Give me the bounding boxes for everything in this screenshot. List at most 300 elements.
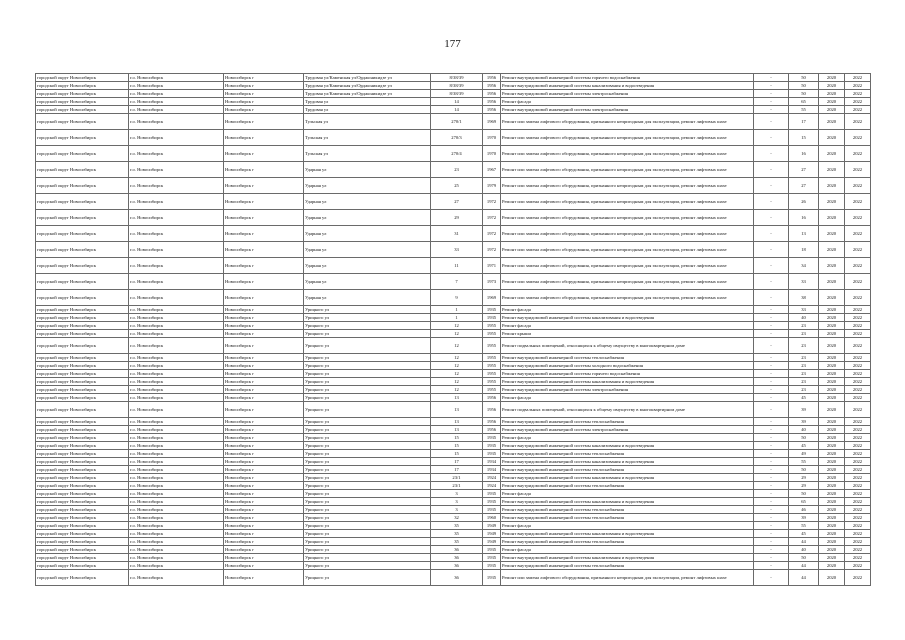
start-year-cell: 2020 <box>819 434 845 442</box>
municipal-unit-cell: г.о. Новосибирск <box>129 106 224 114</box>
municipality-cell: городской округ Новосибирск <box>36 442 129 450</box>
municipal-unit-cell: г.о. Новосибирск <box>129 306 224 314</box>
municipal-unit-cell: г.о. Новосибирск <box>129 482 224 490</box>
year-built-cell: 1935 <box>483 314 501 322</box>
settlement-cell: Новосибирск г <box>224 242 304 258</box>
volume-cell: 44 <box>789 562 819 570</box>
municipality-cell: городской округ Новосибирск <box>36 178 129 194</box>
municipal-unit-cell: г.о. Новосибирск <box>129 514 224 522</box>
settlement-cell: Новосибирск г <box>224 322 304 330</box>
street-cell: Трудовая ул <box>304 98 431 106</box>
table-row <box>36 146 871 162</box>
work-type-cell: Ремонт или замена лифтового оборудования, признанного непригодным для эксплуатации, ремонт лифтовых шахт <box>501 178 754 194</box>
end-year-cell: 2022 <box>845 570 871 586</box>
municipal-unit-cell: г.о. Новосибирск <box>129 538 224 546</box>
street-cell: Урицкого ул <box>304 458 431 466</box>
house-number-cell: 12 <box>431 362 483 370</box>
settlement-cell: Новосибирск г <box>224 290 304 306</box>
year-built-cell: 1969 <box>483 290 501 306</box>
work-type-cell: Ремонт внутридомовой инженерной системы канализования и водоотведения <box>501 82 754 90</box>
work-type-cell: Ремонт внутридомовой инженерной системы горячего водоснабжения <box>501 370 754 378</box>
start-year-cell: 2020 <box>819 194 845 210</box>
table-row <box>36 402 871 418</box>
volume-cell: 50 <box>789 434 819 442</box>
end-year-cell: 2022 <box>845 114 871 130</box>
street-cell: Урицкого ул <box>304 330 431 338</box>
settlement-cell: Новосибирск г <box>224 354 304 362</box>
end-year-cell: 2022 <box>845 106 871 114</box>
work-type-cell: Ремонт внутридомовой инженерной системы канализования и водоотведения <box>501 314 754 322</box>
settlement-cell: Новосибирск г <box>224 450 304 458</box>
municipality-cell: городской округ Новосибирск <box>36 114 129 130</box>
end-year-cell: 2022 <box>845 74 871 82</box>
municipal-unit-cell: г.о. Новосибирск <box>129 90 224 98</box>
volume-cell: 18 <box>789 242 819 258</box>
end-year-cell: 2022 <box>845 322 871 330</box>
table-row <box>36 514 871 522</box>
settlement-cell: Новосибирск г <box>224 538 304 546</box>
dash-cell: - <box>754 210 789 226</box>
end-year-cell: 2022 <box>845 490 871 498</box>
table-row <box>36 530 871 538</box>
start-year-cell: 2020 <box>819 378 845 386</box>
start-year-cell: 2020 <box>819 274 845 290</box>
year-built-cell: 1935 <box>483 506 501 514</box>
table-row <box>36 434 871 442</box>
municipal-unit-cell: г.о. Новосибирск <box>129 114 224 130</box>
street-cell: Урицкого ул <box>304 306 431 314</box>
volume-cell: 34 <box>789 258 819 274</box>
house-number-cell: 33 <box>431 242 483 258</box>
year-built-cell: 1956 <box>483 426 501 434</box>
end-year-cell: 2022 <box>845 146 871 162</box>
municipality-cell: городской округ Новосибирск <box>36 306 129 314</box>
house-number-cell: 36 <box>431 570 483 586</box>
dash-cell: - <box>754 82 789 90</box>
work-type-cell: Ремонт внутридомовой инженерной системы теплоснабжения <box>501 418 754 426</box>
municipality-cell: городской округ Новосибирск <box>36 330 129 338</box>
street-cell: Урицкого ул <box>304 418 431 426</box>
municipal-unit-cell: г.о. Новосибирск <box>129 210 224 226</box>
start-year-cell: 2020 <box>819 74 845 82</box>
municipality-cell: городской округ Новосибирск <box>36 570 129 586</box>
dash-cell: - <box>754 242 789 258</box>
year-built-cell: 1935 <box>483 490 501 498</box>
dash-cell: - <box>754 490 789 498</box>
volume-cell: 38 <box>789 290 819 306</box>
house-number-cell: 17 <box>431 466 483 474</box>
street-cell: Урицкого ул <box>304 442 431 450</box>
street-cell: Урицкого ул <box>304 378 431 386</box>
volume-cell: 45 <box>789 394 819 402</box>
volume-cell: 29 <box>789 482 819 490</box>
work-type-cell: Ремонт или замена лифтового оборудования, признанного непригодным для эксплуатации, ремонт лифтовых шахт <box>501 290 754 306</box>
volume-cell: 46 <box>789 506 819 514</box>
street-cell: Урицкого ул <box>304 322 431 330</box>
work-type-cell: Ремонт или замена лифтового оборудования, признанного непригодным для эксплуатации, ремонт лифтовых шахт <box>501 130 754 146</box>
house-number-cell: 25 <box>431 178 483 194</box>
work-type-cell: Ремонт внутридомовой инженерной системы канализования и водоотведения <box>501 554 754 562</box>
end-year-cell: 2022 <box>845 498 871 506</box>
end-year-cell: 2022 <box>845 402 871 418</box>
municipality-cell: городской округ Новосибирск <box>36 258 129 274</box>
municipal-unit-cell: г.о. Новосибирск <box>129 130 224 146</box>
table-row <box>36 98 871 106</box>
municipality-cell: городской округ Новосибирск <box>36 146 129 162</box>
municipality-cell: городской округ Новосибирск <box>36 450 129 458</box>
settlement-cell: Новосибирск г <box>224 338 304 354</box>
start-year-cell: 2020 <box>819 402 845 418</box>
start-year-cell: 2020 <box>819 226 845 242</box>
end-year-cell: 2022 <box>845 554 871 562</box>
house-number-cell: 13 <box>431 418 483 426</box>
house-number-cell: 27 <box>431 194 483 210</box>
table-row <box>36 354 871 362</box>
start-year-cell: 2020 <box>819 538 845 546</box>
settlement-cell: Новосибирск г <box>224 394 304 402</box>
start-year-cell: 2020 <box>819 306 845 314</box>
dash-cell: - <box>754 322 789 330</box>
dash-cell: - <box>754 330 789 338</box>
municipality-cell: городской округ Новосибирск <box>36 530 129 538</box>
volume-cell: 26 <box>789 194 819 210</box>
start-year-cell: 2020 <box>819 554 845 562</box>
start-year-cell: 2020 <box>819 314 845 322</box>
volume-cell: 33 <box>789 306 819 314</box>
end-year-cell: 2022 <box>845 466 871 474</box>
volume-cell: 29 <box>789 474 819 482</box>
year-built-cell: 1935 <box>483 450 501 458</box>
start-year-cell: 2020 <box>819 546 845 554</box>
municipal-unit-cell: г.о. Новосибирск <box>129 146 224 162</box>
settlement-cell: Новосибирск г <box>224 90 304 98</box>
dash-cell: - <box>754 402 789 418</box>
table-row <box>36 210 871 226</box>
dash-cell: - <box>754 114 789 130</box>
start-year-cell: 2020 <box>819 466 845 474</box>
work-type-cell: Ремонт или замена лифтового оборудования, признанного непригодным для эксплуатации, ремонт лифтовых шахт <box>501 210 754 226</box>
house-number-cell: 36 <box>431 562 483 570</box>
house-number-cell: 15 <box>431 450 483 458</box>
house-number-cell: 9 <box>431 290 483 306</box>
house-number-cell: 13 <box>431 426 483 434</box>
municipality-cell: городской округ Новосибирск <box>36 130 129 146</box>
volume-cell: 50 <box>789 74 819 82</box>
municipal-unit-cell: г.о. Новосибирск <box>129 418 224 426</box>
year-built-cell: 1949 <box>483 530 501 538</box>
table-row <box>36 442 871 450</box>
year-built-cell: 1935 <box>483 434 501 442</box>
street-cell: Урицкого ул <box>304 562 431 570</box>
dash-cell: - <box>754 466 789 474</box>
street-cell: Трудовая ул/Каменская ул/Орджоникидзе ул <box>304 74 431 82</box>
municipality-cell: городской округ Новосибирск <box>36 538 129 546</box>
street-cell: Урицкого ул <box>304 498 431 506</box>
table-row <box>36 490 871 498</box>
table-row <box>36 498 871 506</box>
house-number-cell: 14 <box>431 106 483 114</box>
municipal-unit-cell: г.о. Новосибирск <box>129 546 224 554</box>
volume-cell: 17 <box>789 114 819 130</box>
start-year-cell: 2020 <box>819 498 845 506</box>
work-type-cell: Ремонт или замена лифтового оборудования, признанного непригодным для эксплуатации, ремонт лифтовых шахт <box>501 242 754 258</box>
start-year-cell: 2020 <box>819 114 845 130</box>
end-year-cell: 2022 <box>845 370 871 378</box>
house-number-cell: 23 <box>431 162 483 178</box>
municipal-unit-cell: г.о. Новосибирск <box>129 442 224 450</box>
table-row <box>36 314 871 322</box>
end-year-cell: 2022 <box>845 538 871 546</box>
settlement-cell: Новосибирск г <box>224 554 304 562</box>
volume-cell: 45 <box>789 442 819 450</box>
street-cell: Ударная ул <box>304 274 431 290</box>
municipal-unit-cell: г.о. Новосибирск <box>129 178 224 194</box>
volume-cell: 23 <box>789 370 819 378</box>
house-number-cell: 12 <box>431 354 483 362</box>
house-number-cell: 3 <box>431 506 483 514</box>
register-body <box>36 74 871 586</box>
start-year-cell: 2020 <box>819 490 845 498</box>
volume-cell: 65 <box>789 498 819 506</box>
municipality-cell: городской округ Новосибирск <box>36 314 129 322</box>
house-number-cell: 13 <box>431 394 483 402</box>
volume-cell: 50 <box>789 82 819 90</box>
start-year-cell: 2020 <box>819 442 845 450</box>
dash-cell: - <box>754 498 789 506</box>
end-year-cell: 2022 <box>845 394 871 402</box>
settlement-cell: Новосибирск г <box>224 482 304 490</box>
house-number-cell: 12 <box>431 330 483 338</box>
dash-cell: - <box>754 514 789 522</box>
repair-register-table <box>35 73 871 586</box>
municipality-cell: городской округ Новосибирск <box>36 386 129 394</box>
municipal-unit-cell: г.о. Новосибирск <box>129 378 224 386</box>
volume-cell: 50 <box>789 90 819 98</box>
end-year-cell: 2022 <box>845 362 871 370</box>
start-year-cell: 2020 <box>819 474 845 482</box>
volume-cell: 23 <box>789 338 819 354</box>
dash-cell: - <box>754 314 789 322</box>
start-year-cell: 2020 <box>819 98 845 106</box>
street-cell: Ударная ул <box>304 162 431 178</box>
municipal-unit-cell: г.о. Новосибирск <box>129 226 224 242</box>
house-number-cell: 12 <box>431 378 483 386</box>
work-type-cell: Ремонт фасада <box>501 546 754 554</box>
municipality-cell: городской округ Новосибирск <box>36 194 129 210</box>
street-cell: Урицкого ул <box>304 514 431 522</box>
end-year-cell: 2022 <box>845 82 871 90</box>
municipality-cell: городской округ Новосибирск <box>36 210 129 226</box>
end-year-cell: 2022 <box>845 274 871 290</box>
dash-cell: - <box>754 434 789 442</box>
street-cell: Урицкого ул <box>304 386 431 394</box>
work-type-cell: Ремонт фасада <box>501 394 754 402</box>
municipal-unit-cell: г.о. Новосибирск <box>129 162 224 178</box>
settlement-cell: Новосибирск г <box>224 490 304 498</box>
table-row <box>36 562 871 570</box>
year-built-cell: 1972 <box>483 226 501 242</box>
work-type-cell: Ремонт внутридомовой инженерной системы теплоснабжения <box>501 514 754 522</box>
end-year-cell: 2022 <box>845 194 871 210</box>
street-cell: Урицкого ул <box>304 338 431 354</box>
year-built-cell: 1956 <box>483 90 501 98</box>
municipal-unit-cell: г.о. Новосибирск <box>129 330 224 338</box>
dash-cell: - <box>754 106 789 114</box>
house-number-cell: 8/38/39 <box>431 90 483 98</box>
street-cell: Урицкого ул <box>304 474 431 482</box>
end-year-cell: 2022 <box>845 506 871 514</box>
year-built-cell: 1949 <box>483 522 501 530</box>
street-cell: Тульская ул <box>304 114 431 130</box>
work-type-cell: Ремонт внутридомовой инженерной системы канализования и водоотведения <box>501 458 754 466</box>
settlement-cell: Новосибирск г <box>224 474 304 482</box>
volume-cell: 15 <box>789 130 819 146</box>
table-row <box>36 570 871 586</box>
work-type-cell: Ремонт внутридомовой инженерной системы канализования и водоотведения <box>501 442 754 450</box>
table-row <box>36 546 871 554</box>
settlement-cell: Новосибирск г <box>224 514 304 522</box>
end-year-cell: 2022 <box>845 418 871 426</box>
settlement-cell: Новосибирск г <box>224 546 304 554</box>
year-built-cell: 1973 <box>483 274 501 290</box>
start-year-cell: 2020 <box>819 130 845 146</box>
work-type-cell: Ремонт подвальных помещений, относящихся к общему имуществу в многоквартирном доме <box>501 338 754 354</box>
street-cell: Трудовая ул/Каменская ул/Орджоникидзе ул <box>304 90 431 98</box>
settlement-cell: Новосибирск г <box>224 466 304 474</box>
volume-cell: 40 <box>789 314 819 322</box>
street-cell: Тульская ул <box>304 130 431 146</box>
house-number-cell: 36 <box>431 546 483 554</box>
street-cell: Урицкого ул <box>304 370 431 378</box>
end-year-cell: 2022 <box>845 450 871 458</box>
volume-cell: 39 <box>789 514 819 522</box>
dash-cell: - <box>754 274 789 290</box>
page-number: 177 <box>444 38 461 50</box>
settlement-cell: Новосибирск г <box>224 506 304 514</box>
settlement-cell: Новосибирск г <box>224 178 304 194</box>
settlement-cell: Новосибирск г <box>224 210 304 226</box>
table-row <box>36 482 871 490</box>
house-number-cell: 23/1 <box>431 474 483 482</box>
volume-cell: 45 <box>789 530 819 538</box>
municipal-unit-cell: г.о. Новосибирск <box>129 322 224 330</box>
end-year-cell: 2022 <box>845 522 871 530</box>
work-type-cell: Ремонт внутридомовой инженерной системы теплоснабжения <box>501 538 754 546</box>
work-type-cell: Ремонт внутридомовой инженерной системы теплоснабжения <box>501 562 754 570</box>
table-row <box>36 258 871 274</box>
year-built-cell: 1955 <box>483 322 501 330</box>
dash-cell: - <box>754 506 789 514</box>
dash-cell: - <box>754 522 789 530</box>
end-year-cell: 2022 <box>845 338 871 354</box>
work-type-cell: Ремонт внутридомовой инженерной системы теплоснабжения <box>501 450 754 458</box>
dash-cell: - <box>754 162 789 178</box>
end-year-cell: 2022 <box>845 458 871 466</box>
year-built-cell: 1935 <box>483 554 501 562</box>
street-cell: Урицкого ул <box>304 426 431 434</box>
dash-cell: - <box>754 474 789 482</box>
municipal-unit-cell: г.о. Новосибирск <box>129 258 224 274</box>
dash-cell: - <box>754 258 789 274</box>
house-number-cell: 31 <box>431 226 483 242</box>
house-number-cell: 270/4 <box>431 146 483 162</box>
table-row <box>36 114 871 130</box>
municipal-unit-cell: г.о. Новосибирск <box>129 242 224 258</box>
start-year-cell: 2020 <box>819 450 845 458</box>
municipality-cell: городской округ Новосибирск <box>36 546 129 554</box>
year-built-cell: 1956 <box>483 418 501 426</box>
street-cell: Урицкого ул <box>304 314 431 322</box>
street-cell: Урицкого ул <box>304 522 431 530</box>
settlement-cell: Новосибирск г <box>224 74 304 82</box>
table-row <box>36 290 871 306</box>
street-cell: Урицкого ул <box>304 570 431 586</box>
work-type-cell: Ремонт или замена лифтового оборудования, признанного непригодным для эксплуатации, ремонт лифтовых шахт <box>501 114 754 130</box>
work-type-cell: Ремонт крыши <box>501 330 754 338</box>
street-cell: Урицкого ул <box>304 506 431 514</box>
dash-cell: - <box>754 338 789 354</box>
volume-cell: 39 <box>789 418 819 426</box>
start-year-cell: 2020 <box>819 338 845 354</box>
house-number-cell: 3 <box>431 490 483 498</box>
street-cell: Урицкого ул <box>304 546 431 554</box>
settlement-cell: Новосибирск г <box>224 442 304 450</box>
volume-cell: 44 <box>789 538 819 546</box>
table-row <box>36 426 871 434</box>
year-built-cell: 1960 <box>483 514 501 522</box>
year-built-cell: 1935 <box>483 546 501 554</box>
table-row <box>36 242 871 258</box>
street-cell: Тульская ул <box>304 146 431 162</box>
year-built-cell: 1955 <box>483 362 501 370</box>
table-row <box>36 506 871 514</box>
work-type-cell: Ремонт фасада <box>501 322 754 330</box>
table-row <box>36 394 871 402</box>
volume-cell: 27 <box>789 162 819 178</box>
year-built-cell: 1955 <box>483 386 501 394</box>
municipality-cell: городской округ Новосибирск <box>36 522 129 530</box>
work-type-cell: Ремонт внутридомовой инженерной системы электроснабжения <box>501 426 754 434</box>
street-cell: Урицкого ул <box>304 538 431 546</box>
dash-cell: - <box>754 226 789 242</box>
year-built-cell: 1924 <box>483 474 501 482</box>
settlement-cell: Новосибирск г <box>224 162 304 178</box>
dash-cell: - <box>754 378 789 386</box>
end-year-cell: 2022 <box>845 474 871 482</box>
work-type-cell: Ремонт фасада <box>501 306 754 314</box>
year-built-cell: 1956 <box>483 74 501 82</box>
year-built-cell: 1956 <box>483 106 501 114</box>
start-year-cell: 2020 <box>819 106 845 114</box>
volume-cell: 39 <box>789 402 819 418</box>
year-built-cell: 1934 <box>483 466 501 474</box>
dash-cell: - <box>754 362 789 370</box>
municipality-cell: городской округ Новосибирск <box>36 458 129 466</box>
settlement-cell: Новосибирск г <box>224 82 304 90</box>
start-year-cell: 2020 <box>819 362 845 370</box>
settlement-cell: Новосибирск г <box>224 402 304 418</box>
year-built-cell: 1955 <box>483 330 501 338</box>
street-cell: Урицкого ул <box>304 554 431 562</box>
municipal-unit-cell: г.о. Новосибирск <box>129 338 224 354</box>
municipality-cell: городской округ Новосибирск <box>36 426 129 434</box>
dash-cell: - <box>754 386 789 394</box>
work-type-cell: Ремонт внутридомовой инженерной системы электроснабжения <box>501 386 754 394</box>
house-number-cell: 12 <box>431 338 483 354</box>
work-type-cell: Ремонт или замена лифтового оборудования, признанного непригодным для эксплуатации, ремонт лифтовых шахт <box>501 570 754 586</box>
end-year-cell: 2022 <box>845 258 871 274</box>
start-year-cell: 2020 <box>819 418 845 426</box>
